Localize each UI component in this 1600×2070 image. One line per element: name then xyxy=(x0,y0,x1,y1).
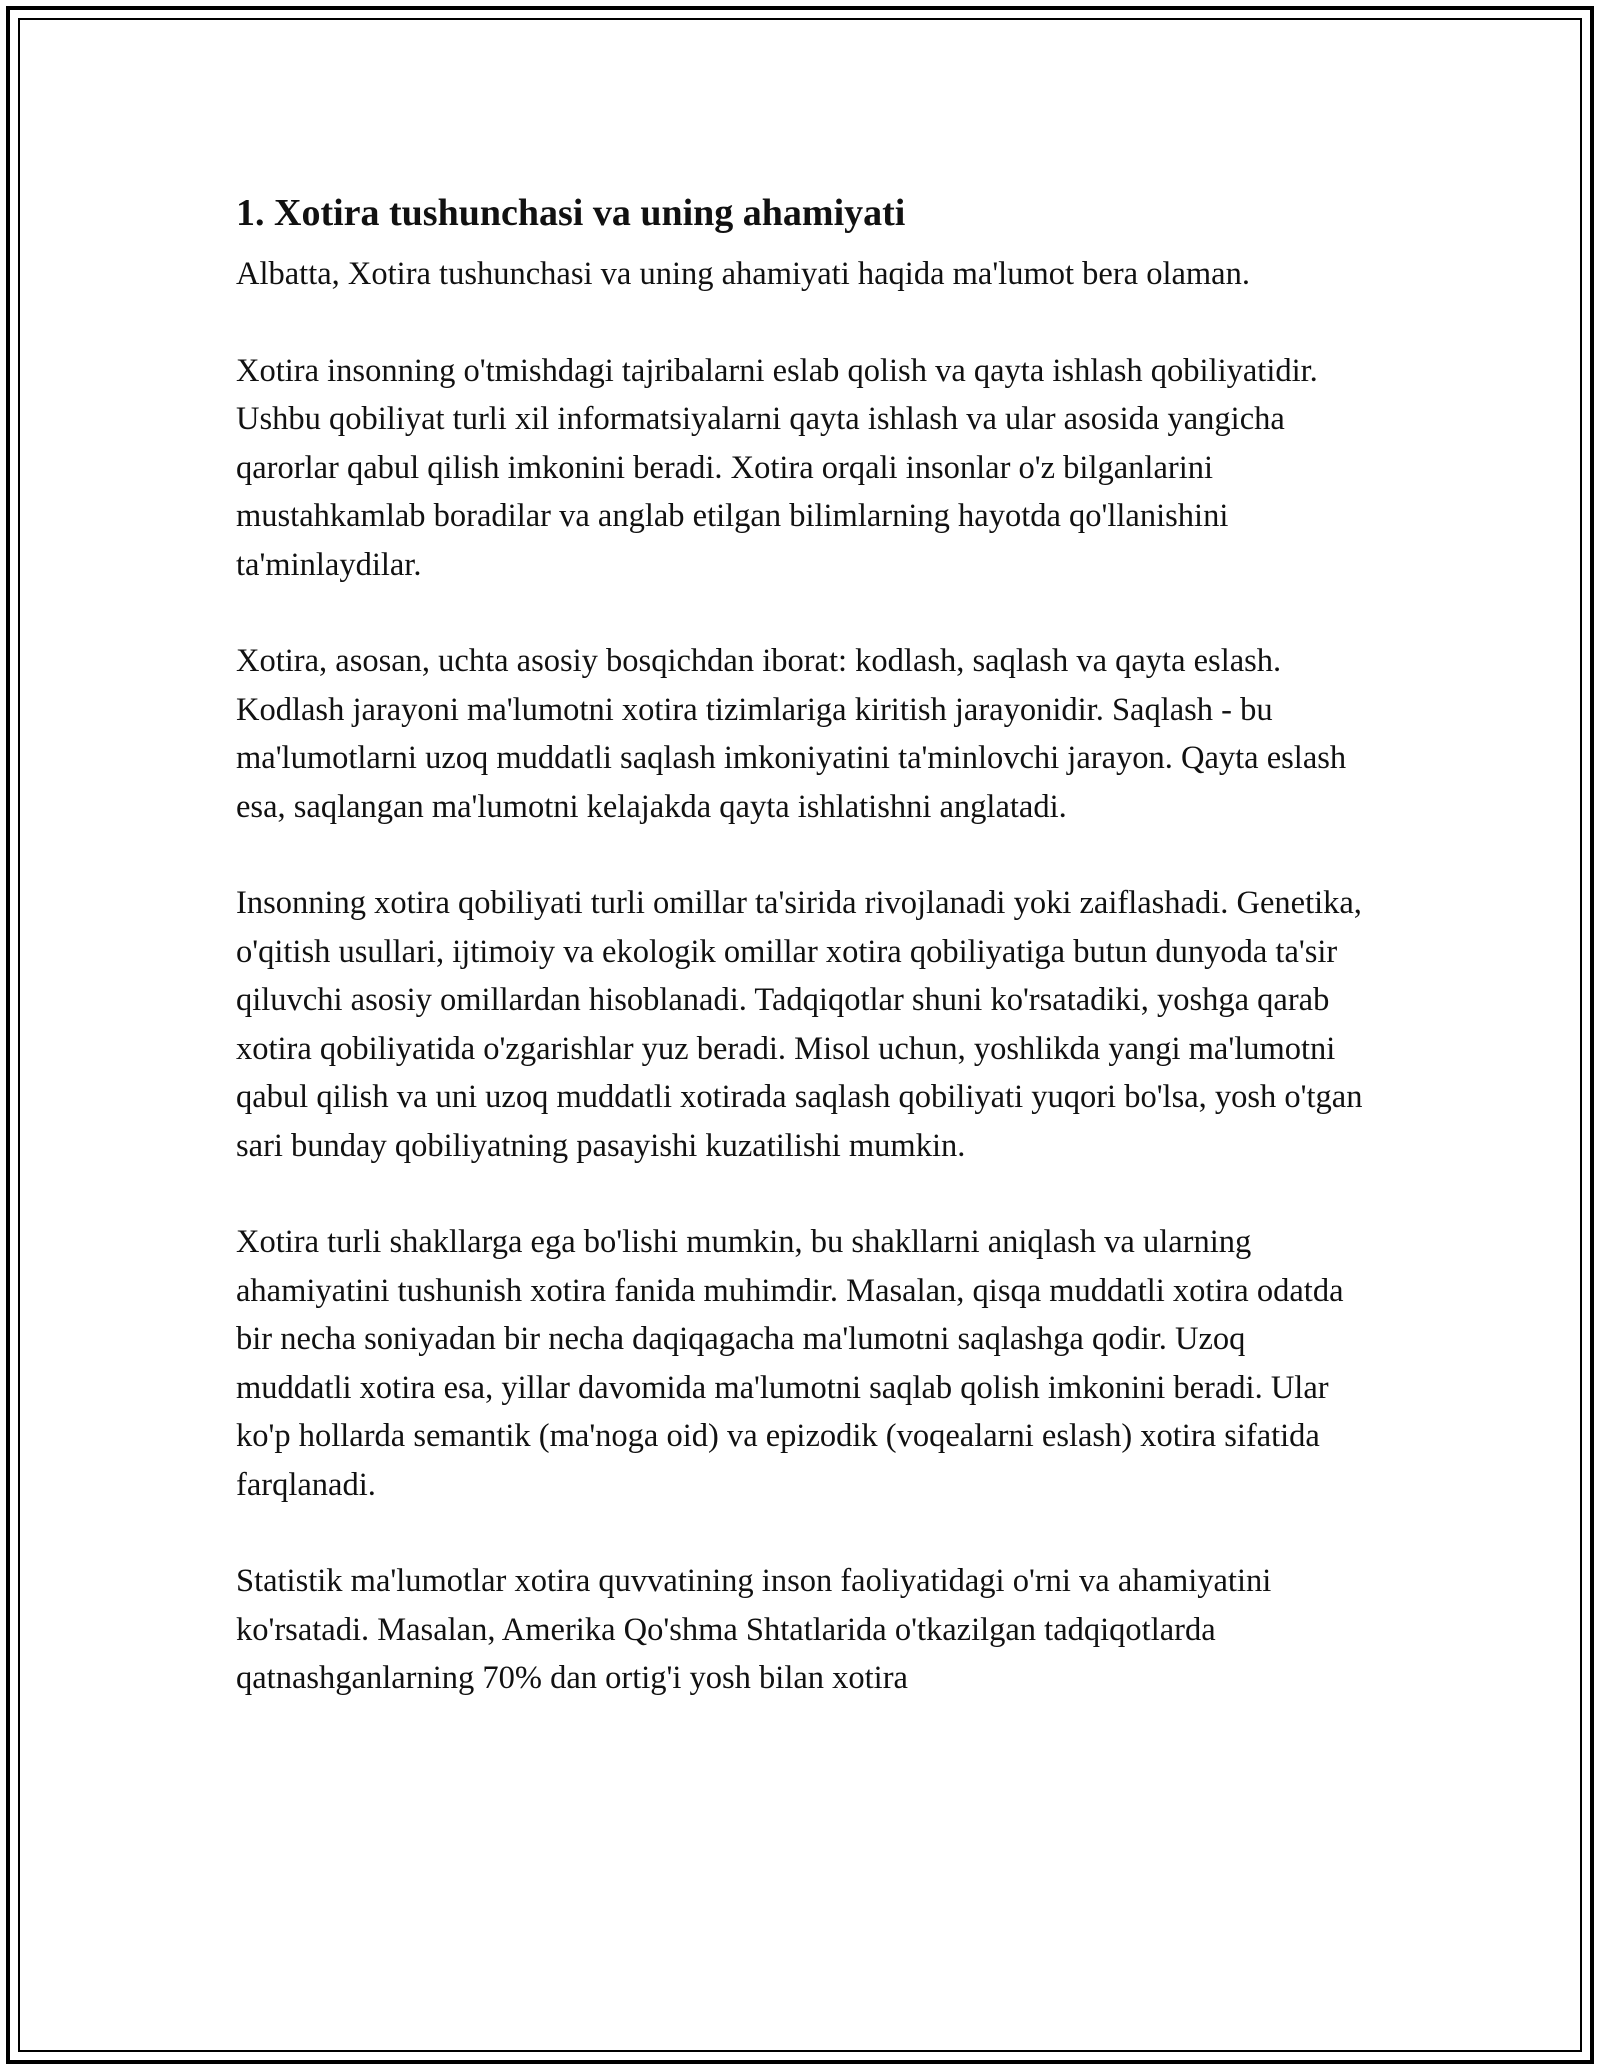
paragraph-definition: Xotira insonning o'tmishdagi tajribalarni eslab qolish va qayta ishlash qobiliyatidir. Ushbu qobiliyat turli xil informatsiyalarni qayta ishlash va ular asosida yangicha qarorlar qabul qilish imkonini beradi. Xotira orqali insonlar o'z bilganlarini mustahkamlab boradilar va anglab etilgan bilimlarning hayotda qo'llanishini ta'minlaydilar. xyxy=(236,352,1318,583)
paragraph-statistics: Statistik ma'lumotlar xotira quvvatining inson faoliyatidagi o'rni va ahamiyatini ko'rsatadi. Masalan, Amerika Qo'shma Shtatlarida o'tkazilgan tadqiqotlarda qatnashganlarning 70% dan ortig'i yosh bilan xotira xyxy=(236,1563,1272,1696)
section-heading: 1. Xotira tushunchasi va uning ahamiyati xyxy=(236,192,906,234)
paragraph-types: Xotira turli shakllarga ega bo'lishi mumkin, bu shakllarni aniqlash va ularning ahamiyatini tushunish xotira fanida muhimdir. Masalan, qisqa muddatli xotira odatda bir necha soniyadan bir necha daqiqagacha ma'lumotni saqlashga qodir. Uzoq muddatli xotira esa, yillar davomida ma'lumotni saqlab qolish imkonini beradi. Ular ko'p hollarda semantik (ma'noga oid) va epizodik (voqealarni eslash) xotira sifatida farqlanadi. xyxy=(236,1224,1344,1503)
paragraph-intro: Albatta, Xotira tushunchasi va uning ahamiyati haqida ma'lumot bera olaman. xyxy=(236,256,1250,292)
document-body xyxy=(236,188,1366,1751)
paragraph-factors: Insonning xotira qobiliyati turli omillar ta'sirida rivojlanadi yoki zaiflashadi. Genetika, o'qitish usullari, ijtimoiy va ekologik omillar xotira qobiliyatiga butun dunyoda ta'sir qiluvchi asosiy omillardan hisoblanadi. Tadqiqotlar shuni ko'rsatadiki, yoshga qarab xotira qobiliyatida o'zgarishlar yuz beradi. Misol uchun, yoshlikda yangi ma'lumotni qabul qilish va uni uzoq muddatli xotirada saqlash qobiliyati yuqori bo'lsa, yosh o'tgan sari bunday qobiliyatning pasayishi kuzatilishi mumkin. xyxy=(236,885,1363,1164)
paragraph-stages: Xotira, asosan, uchta asosiy bosqichdan iborat: kodlash, saqlash va qayta eslash. Kodlash jarayoni ma'lumotni xotira tizimlariga kiritish jarayonidir. Saqlash - bu ma'lumotlarni uzoq muddatli saqlash imkoniyatini ta'minlovchi jarayon. Qayta eslash esa, saqlangan ma'lumotni kelajakda qayta ishlatishni anglatadi. xyxy=(236,643,1347,825)
